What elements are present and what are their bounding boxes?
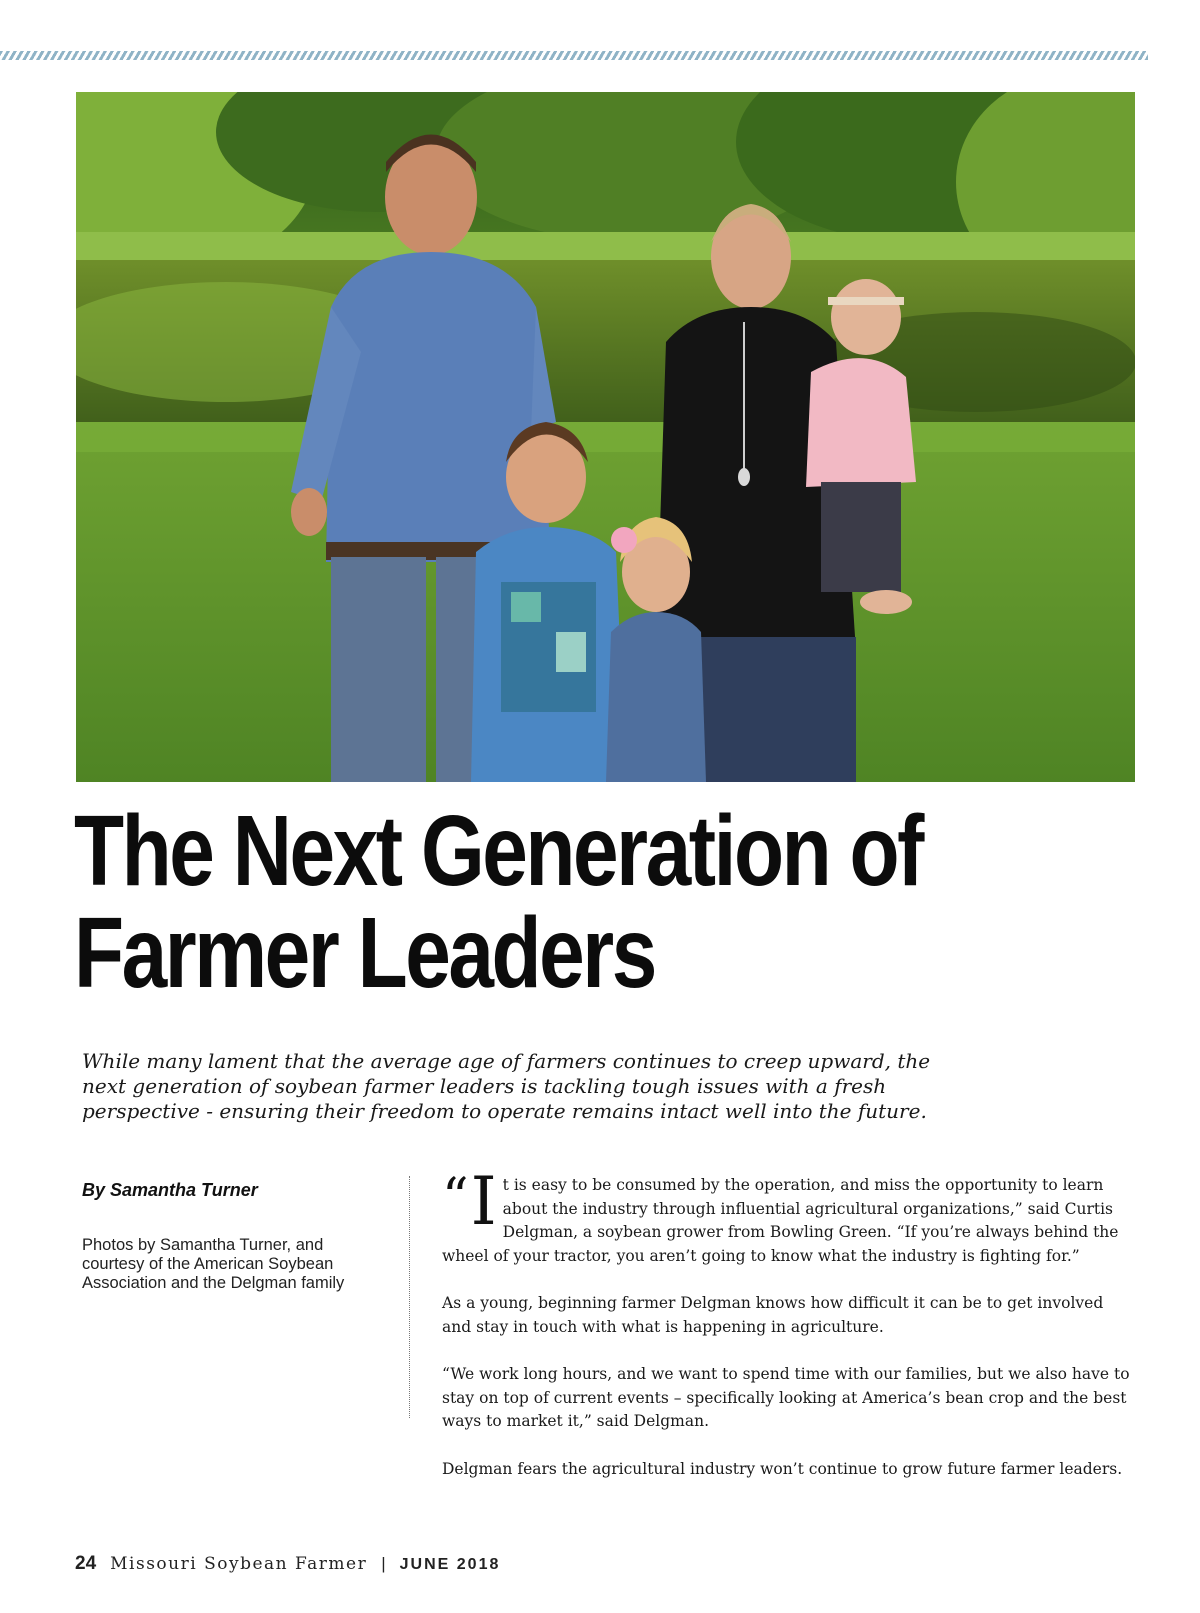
paragraph-4: Delgman fears the agricultural industry won’t continue to grow future farmer leaders. — [442, 1459, 1123, 1478]
opening-quote-mark: “ — [442, 1168, 469, 1228]
article-headline — [74, 795, 923, 1009]
photo-credit: Photos by Samantha Turner, and courtesy of the American Soybean Association and the Delgman family — [82, 1236, 345, 1292]
footer-separator: | — [381, 1554, 386, 1573]
publication-name: Missouri Soybean Farmer — [110, 1554, 368, 1574]
issue-date: JUNE 2018 — [399, 1556, 501, 1573]
girl-figure — [606, 517, 706, 782]
family-photo-illustration — [76, 92, 1135, 782]
drop-cap: I — [470, 1163, 497, 1240]
article-deck: While many lament that the average age of farmers continues to creep upward, the next generation of soybean farmer leaders is tackling tough issues with a fresh perspective - ensuring their freedom to operate remains intact well into the future. — [82, 1049, 931, 1123]
column-divider — [409, 1176, 410, 1418]
paragraph-2: As a young, beginning farmer Delgman knows how difficult it can be to get involved and stay in touch with what is happening in agriculture. — [442, 1294, 1104, 1336]
headline-line-1: The Next Generation of — [74, 795, 923, 907]
page-number: 24 — [75, 1553, 97, 1574]
top-decorative-stripe — [0, 51, 1148, 60]
paragraph-3: “We work long hours, and we want to spend time with our families, but we also have to stay on top of current events – specifically looking at America’s bean crop and the best ways to market it,” said Delgman. — [442, 1365, 1130, 1430]
article-body — [442, 1163, 1135, 1505]
page-footer — [75, 1553, 500, 1575]
headline-line-2: Farmer Leaders — [74, 897, 655, 1009]
paragraph-1 — [442, 1163, 1135, 1268]
byline: By Samantha Turner — [82, 1180, 258, 1200]
paragraph-1-text: t is easy to be consumed by the operation, and miss the opportunity to learn about the industry through influential agricultural organizations,” said Curtis Delgman, a soybean grower from Bowling Green. “If you’re always behind the wheel of your tractor, you aren’t going to know what the industry is fighting for.” — [442, 1176, 1119, 1265]
family-photo — [76, 92, 1135, 782]
